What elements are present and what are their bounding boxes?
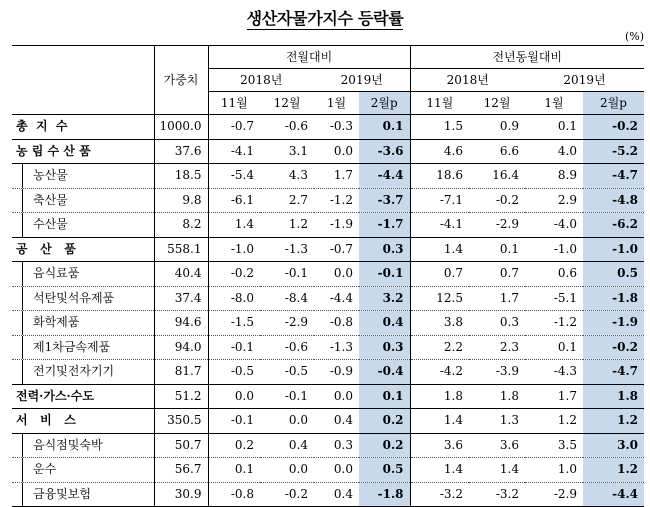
- mom-jan-cell: 0.0: [314, 139, 359, 164]
- row-label: 서 비 스: [12, 409, 154, 434]
- yoy-year-2019: 2019년: [525, 69, 644, 92]
- yoy-jan-cell: -4.3: [525, 360, 583, 385]
- yoy-feb: 2월p: [583, 92, 644, 115]
- yoy-nov-cell: -3.2: [410, 482, 469, 507]
- mom-feb-cell: 0.3: [359, 335, 410, 360]
- yoy-jan-cell: 1.7: [525, 384, 583, 409]
- mom-feb-cell: 0.5: [359, 458, 410, 483]
- mom-nov-cell: 1.4: [208, 213, 260, 238]
- yoy-nov-cell: 1.5: [410, 115, 469, 140]
- row-label: 공 산 품: [12, 237, 154, 262]
- yoy-feb-cell: -1.0: [583, 237, 644, 262]
- mom-nov-cell: -1.5: [208, 311, 260, 336]
- mom-dec-cell: 3.1: [260, 139, 314, 164]
- row-label: 전력·가스·수도: [12, 384, 154, 409]
- yoy-nov-cell: -4.2: [410, 360, 469, 385]
- row-label: [12, 188, 154, 213]
- mom-jan-cell: -4.4: [314, 286, 359, 311]
- row-label: [12, 213, 154, 238]
- mom-jan-cell: 0.3: [314, 433, 359, 458]
- yoy-dec-cell: 0.7: [469, 262, 525, 287]
- mom-nov-cell: 0.1: [208, 458, 260, 483]
- yoy-feb-cell: 0.5: [583, 262, 644, 287]
- mom-dec-cell: -0.2: [260, 482, 314, 507]
- yoy-nov: 11월: [410, 92, 469, 115]
- mom-jan-cell: 0.4: [314, 409, 359, 434]
- yoy-jan-cell: -4.0: [525, 213, 583, 238]
- row-label: [12, 335, 154, 360]
- yoy-jan-cell: 2.9: [525, 188, 583, 213]
- mom-jan-cell: -1.2: [314, 188, 359, 213]
- table-row: [12, 482, 644, 507]
- weight-cell: 37.6: [154, 139, 208, 164]
- yoy-dec-cell: 0.9: [469, 115, 525, 140]
- mom-jan-cell: 0.0: [314, 262, 359, 287]
- mom-year-2018: 2018년: [208, 69, 314, 92]
- table-row: [12, 384, 644, 409]
- row-label: 농 림 수 산 품: [12, 139, 154, 164]
- row-label-text: 수산물: [22, 213, 68, 237]
- mom-dec-cell: 4.3: [260, 164, 314, 189]
- weight-cell: 18.5: [154, 164, 208, 189]
- table-row: [12, 139, 644, 164]
- yoy-dec-cell: -2.9: [469, 213, 525, 238]
- mom-header: 전월대비: [208, 46, 410, 69]
- row-label: [12, 458, 154, 483]
- mom-feb-cell: 0.4: [359, 311, 410, 336]
- yoy-jan-cell: 1.0: [525, 458, 583, 483]
- unit-label: (%): [624, 30, 644, 43]
- mom-year-2019: 2019년: [314, 69, 410, 92]
- weight-cell: 8.2: [154, 213, 208, 238]
- mom-nov-cell: -1.0: [208, 237, 260, 262]
- table-title: [0, 6, 650, 29]
- yoy-dec-cell: 0.1: [469, 237, 525, 262]
- mom-jan-cell: -0.3: [314, 115, 359, 140]
- yoy-nov-cell: 12.5: [410, 286, 469, 311]
- table-row: [12, 433, 644, 458]
- weight-cell: 350.5: [154, 409, 208, 434]
- mom-dec-cell: 0.4: [260, 433, 314, 458]
- mom-dec-cell: 2.7: [260, 188, 314, 213]
- price-index-table: [12, 45, 644, 507]
- yoy-jan-cell: -1.0: [525, 237, 583, 262]
- yoy-dec-cell: 0.3: [469, 311, 525, 336]
- row-label: 총 지 수: [12, 115, 154, 140]
- mom-nov-cell: -0.1: [208, 335, 260, 360]
- yoy-jan-cell: 4.0: [525, 139, 583, 164]
- yoy-dec-cell: 6.6: [469, 139, 525, 164]
- yoy-nov-cell: 1.4: [410, 458, 469, 483]
- yoy-feb-cell: -4.8: [583, 188, 644, 213]
- mom-dec-cell: -0.1: [260, 384, 314, 409]
- mom-feb-cell: -0.1: [359, 262, 410, 287]
- mom-nov-cell: -8.0: [208, 286, 260, 311]
- weight-cell: 56.7: [154, 458, 208, 483]
- row-label-text: 농산물: [22, 164, 68, 188]
- row-label-text: 금융및보험: [22, 483, 91, 507]
- mom-jan: 1월: [314, 92, 359, 115]
- mom-nov-cell: -5.4: [208, 164, 260, 189]
- yoy-dec-cell: 1.8: [469, 384, 525, 409]
- table-row: [12, 409, 644, 434]
- mom-dec-cell: 0.0: [260, 409, 314, 434]
- yoy-dec-cell: -3.2: [469, 482, 525, 507]
- yoy-jan-cell: 3.5: [525, 433, 583, 458]
- yoy-jan-cell: 1.2: [525, 409, 583, 434]
- mom-dec: 12월: [260, 92, 314, 115]
- table-row: [12, 458, 644, 483]
- yoy-jan-cell: 0.1: [525, 335, 583, 360]
- yoy-header: 전년동월대비: [410, 46, 644, 69]
- mom-dec-cell: -0.5: [260, 360, 314, 385]
- weight-cell: 558.1: [154, 237, 208, 262]
- mom-nov-cell: -4.1: [208, 139, 260, 164]
- table-row: [12, 213, 644, 238]
- mom-feb: 2월p: [359, 92, 410, 115]
- mom-feb-cell: -4.4: [359, 164, 410, 189]
- yoy-feb-cell: 3.0: [583, 433, 644, 458]
- yoy-feb-cell: -5.2: [583, 139, 644, 164]
- yoy-feb-cell: 1.2: [583, 458, 644, 483]
- yoy-feb-cell: 1.8: [583, 384, 644, 409]
- weight-header: 가중치: [154, 46, 208, 115]
- row-label: [12, 360, 154, 385]
- mom-dec-cell: -8.4: [260, 286, 314, 311]
- mom-nov-cell: -6.1: [208, 188, 260, 213]
- mom-dec-cell: 0.0: [260, 458, 314, 483]
- mom-jan-cell: 0.0: [314, 458, 359, 483]
- yoy-feb-cell: -1.9: [583, 311, 644, 336]
- mom-feb-cell: -3.7: [359, 188, 410, 213]
- yoy-nov-cell: 1.8: [410, 384, 469, 409]
- mom-nov-cell: -0.8: [208, 482, 260, 507]
- mom-dec-cell: -2.9: [260, 311, 314, 336]
- yoy-nov-cell: 4.6: [410, 139, 469, 164]
- weight-cell: 40.4: [154, 262, 208, 287]
- yoy-dec-cell: -3.9: [469, 360, 525, 385]
- yoy-nov-cell: -7.1: [410, 188, 469, 213]
- mom-nov-cell: -0.5: [208, 360, 260, 385]
- row-label: [12, 286, 154, 311]
- mom-nov-cell: -0.2: [208, 262, 260, 287]
- yoy-feb-cell: -4.4: [583, 482, 644, 507]
- yoy-feb-cell: -1.8: [583, 286, 644, 311]
- mom-feb-cell: 0.1: [359, 384, 410, 409]
- mom-jan-cell: 0.0: [314, 384, 359, 409]
- yoy-nov-cell: 1.4: [410, 237, 469, 262]
- mom-feb-cell: 0.3: [359, 237, 410, 262]
- mom-nov-cell: -0.7: [208, 115, 260, 140]
- yoy-nov-cell: 3.8: [410, 311, 469, 336]
- mom-feb-cell: 0.2: [359, 433, 410, 458]
- row-label: [12, 433, 154, 458]
- mom-jan-cell: -0.7: [314, 237, 359, 262]
- mom-feb-cell: -0.4: [359, 360, 410, 385]
- yoy-feb-cell: -4.7: [583, 164, 644, 189]
- mom-jan-cell: -1.9: [314, 213, 359, 238]
- weight-cell: 50.7: [154, 433, 208, 458]
- mom-dec-cell: -1.3: [260, 237, 314, 262]
- yoy-jan-cell: 0.6: [525, 262, 583, 287]
- yoy-jan-cell: -2.9: [525, 482, 583, 507]
- yoy-jan: 1월: [525, 92, 583, 115]
- table-row: [12, 164, 644, 189]
- mom-jan-cell: -0.9: [314, 360, 359, 385]
- mom-nov-cell: 0.2: [208, 433, 260, 458]
- weight-cell: 81.7: [154, 360, 208, 385]
- row-label-text: 전기및전자기기: [22, 360, 114, 384]
- mom-dec-cell: 1.2: [260, 213, 314, 238]
- weight-cell: 9.8: [154, 188, 208, 213]
- table-row: [12, 262, 644, 287]
- yoy-year-2018: 2018년: [410, 69, 525, 92]
- yoy-nov-cell: 3.6: [410, 433, 469, 458]
- mom-jan-cell: -1.3: [314, 335, 359, 360]
- table-row: [12, 188, 644, 213]
- yoy-jan-cell: -5.1: [525, 286, 583, 311]
- yoy-nov-cell: 0.7: [410, 262, 469, 287]
- row-label-text: 석탄및석유제품: [22, 287, 114, 311]
- row-label: [12, 164, 154, 189]
- mom-dec-cell: -0.6: [260, 115, 314, 140]
- yoy-feb-cell: 1.2: [583, 409, 644, 434]
- mom-jan-cell: 1.7: [314, 164, 359, 189]
- mom-dec-cell: -0.1: [260, 262, 314, 287]
- yoy-dec-cell: 1.3: [469, 409, 525, 434]
- mom-dec-cell: -0.6: [260, 335, 314, 360]
- table-row: [12, 286, 644, 311]
- yoy-dec-cell: 1.7: [469, 286, 525, 311]
- yoy-nov-cell: -4.1: [410, 213, 469, 238]
- yoy-nov-cell: 18.6: [410, 164, 469, 189]
- mom-feb-cell: -1.7: [359, 213, 410, 238]
- yoy-dec-cell: 2.3: [469, 335, 525, 360]
- weight-cell: 37.4: [154, 286, 208, 311]
- mom-jan-cell: -0.8: [314, 311, 359, 336]
- table-row: [12, 360, 644, 385]
- weight-cell: 1000.0: [154, 115, 208, 140]
- row-label-text: 제1차금속제품: [22, 336, 110, 360]
- row-label: [12, 311, 154, 336]
- row-label-text: 화학제품: [22, 311, 79, 335]
- mom-feb-cell: -1.8: [359, 482, 410, 507]
- yoy-dec: 12월: [469, 92, 525, 115]
- yoy-feb-cell: -6.2: [583, 213, 644, 238]
- mom-feb-cell: 0.2: [359, 409, 410, 434]
- table-body: [12, 115, 644, 507]
- yoy-dec-cell: 16.4: [469, 164, 525, 189]
- mom-jan-cell: 0.4: [314, 482, 359, 507]
- mom-nov-cell: 0.0: [208, 384, 260, 409]
- table-row: [12, 311, 644, 336]
- yoy-nov-cell: 1.4: [410, 409, 469, 434]
- table-row: [12, 237, 644, 262]
- table-title-text: 생산자물가지수 등락률: [246, 9, 404, 28]
- weight-cell: 94.6: [154, 311, 208, 336]
- yoy-dec-cell: 3.6: [469, 433, 525, 458]
- mom-nov-cell: -0.1: [208, 409, 260, 434]
- yoy-nov-cell: 2.2: [410, 335, 469, 360]
- row-label-text: 음식점및숙박: [22, 434, 103, 458]
- mom-feb-cell: -3.6: [359, 139, 410, 164]
- row-label-text: 축산물: [22, 189, 68, 213]
- row-label: [12, 482, 154, 507]
- yoy-dec-cell: -0.2: [469, 188, 525, 213]
- mom-nov: 11월: [208, 92, 260, 115]
- yoy-feb-cell: -4.7: [583, 360, 644, 385]
- weight-cell: 30.9: [154, 482, 208, 507]
- label-header-cell: [12, 46, 154, 115]
- row-label: [12, 262, 154, 287]
- weight-cell: 94.0: [154, 335, 208, 360]
- weight-cell: 51.2: [154, 384, 208, 409]
- yoy-feb-cell: -0.2: [583, 115, 644, 140]
- mom-feb-cell: 3.2: [359, 286, 410, 311]
- row-label-text: 운수: [22, 458, 56, 482]
- yoy-jan-cell: 8.9: [525, 164, 583, 189]
- yoy-jan-cell: 0.1: [525, 115, 583, 140]
- yoy-dec-cell: 1.4: [469, 458, 525, 483]
- row-label-text: 음식료품: [22, 262, 79, 286]
- table-row: [12, 335, 644, 360]
- mom-feb-cell: 0.1: [359, 115, 410, 140]
- table-row: [12, 115, 644, 140]
- yoy-feb-cell: -0.2: [583, 335, 644, 360]
- yoy-jan-cell: -1.2: [525, 311, 583, 336]
